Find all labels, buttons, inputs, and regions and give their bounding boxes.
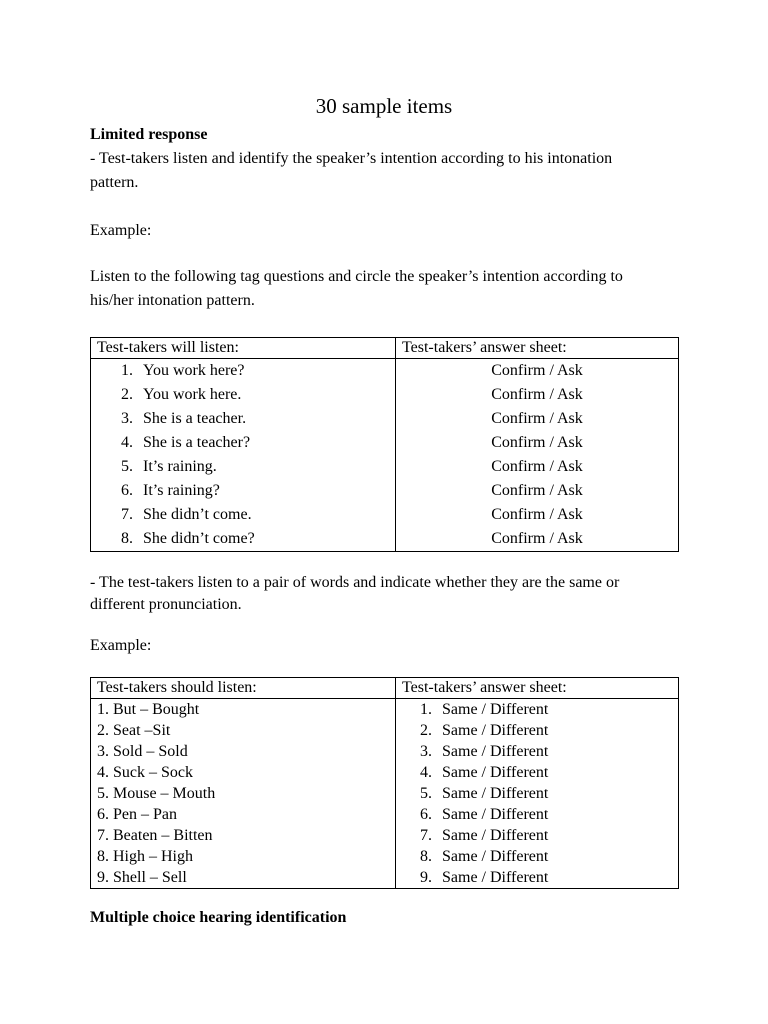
prompt-line: his/her intonation pattern. (90, 292, 255, 309)
answer-option: Confirm / Ask (491, 506, 583, 523)
item-number: 4. (420, 764, 432, 781)
item-number: 4. (121, 434, 133, 451)
item-text: Same / Different (442, 785, 549, 802)
list-item (91, 407, 395, 431)
word-pair: 7. Beaten – Bitten (97, 827, 213, 844)
table-header-left: Test-takers will listen: (91, 338, 396, 359)
item-number: 8. (121, 530, 133, 547)
item-text: Same / Different (442, 764, 549, 781)
item-number: 1. (121, 362, 133, 379)
word-pair: 2. Seat –Sit (97, 722, 171, 739)
list-item (91, 383, 395, 407)
example-label: Example: (90, 637, 152, 654)
list-item (91, 503, 395, 527)
prompt-line: Listen to the following tag questions and circle the speaker’s intention according to (90, 268, 623, 285)
item-text: Same / Different (442, 743, 549, 760)
answer-column (396, 699, 679, 889)
answer-option (396, 867, 678, 888)
answer-option: Confirm / Ask (491, 386, 583, 403)
instruction-line: different pronunciation. (90, 596, 242, 613)
word-pair: 8. High – High (97, 848, 193, 865)
item-text: Same / Different (442, 722, 549, 739)
listen-column (91, 359, 396, 552)
item-number: 7. (121, 506, 133, 523)
item-number: 1. (420, 701, 432, 718)
item-text: She didn’t come. (143, 506, 252, 523)
answer-option (396, 783, 678, 804)
page-title: 30 sample items (315, 94, 453, 118)
item-text: Same / Different (442, 701, 549, 718)
section-heading-limited-response: Limited response (90, 126, 208, 143)
item-number: 2. (121, 386, 133, 403)
table-header-right: Test-takers’ answer sheet: (396, 338, 679, 359)
item-number: 9. (420, 869, 432, 886)
example-label: Example: (90, 222, 152, 239)
section-heading-multiple-choice: Multiple choice hearing identification (90, 909, 347, 926)
word-pair: 3. Sold – Sold (97, 743, 188, 760)
item-number: 6. (121, 482, 133, 499)
list-item (91, 527, 395, 551)
answer-option (396, 762, 678, 783)
answer-option: Confirm / Ask (491, 410, 583, 427)
item-number: 2. (420, 722, 432, 739)
word-pair: 9. Shell – Sell (97, 869, 187, 886)
answer-option: Confirm / Ask (491, 458, 583, 475)
item-number: 6. (420, 806, 432, 823)
answer-option (396, 699, 678, 720)
answer-option: Confirm / Ask (491, 530, 583, 547)
list-item (91, 431, 395, 455)
list-item (91, 359, 395, 383)
item-text: Same / Different (442, 827, 549, 844)
word-pair: 4. Suck – Sock (97, 764, 193, 781)
word-pairs-table (90, 677, 679, 889)
answer-option (396, 846, 678, 867)
listen-column (91, 699, 396, 889)
word-pair: 1. But – Bought (97, 701, 200, 718)
word-pair: 5. Mouse – Mouth (97, 785, 216, 802)
item-number: 3. (121, 410, 133, 427)
answer-option: Confirm / Ask (491, 434, 583, 451)
answer-option (396, 741, 678, 762)
item-text: She is a teacher. (143, 410, 247, 427)
item-number: 5. (420, 785, 432, 802)
item-number: 7. (420, 827, 432, 844)
item-text: It’s raining? (143, 482, 220, 499)
list-item (91, 479, 395, 503)
instruction-line: - Test-takers listen and identify the speaker’s intention according to his intonation (90, 150, 613, 167)
instruction-line: - The test-takers listen to a pair of words and indicate whether they are the same or (90, 574, 620, 591)
answer-option: Confirm / Ask (491, 362, 583, 379)
answer-option (396, 804, 678, 825)
table-header-left: Test-takers should listen: (91, 678, 396, 699)
answer-option (396, 720, 678, 741)
item-text: Same / Different (442, 869, 549, 886)
item-text: She is a teacher? (143, 434, 251, 451)
item-text: Same / Different (442, 848, 549, 865)
answer-option (396, 825, 678, 846)
item-number: 8. (420, 848, 432, 865)
item-text: You work here. (143, 386, 242, 403)
answer-option: Confirm / Ask (491, 482, 583, 499)
word-pair: 6. Pen – Pan (97, 806, 177, 823)
instruction-line: pattern. (90, 174, 139, 191)
list-item (91, 455, 395, 479)
tag-questions-table (90, 337, 679, 552)
answer-column (396, 359, 679, 552)
table-header-right: Test-takers’ answer sheet: (396, 678, 679, 699)
item-text: She didn’t come? (143, 530, 255, 547)
item-text: Same / Different (442, 806, 549, 823)
item-text: You work here? (143, 362, 245, 379)
item-text: It’s raining. (143, 458, 217, 475)
item-number: 3. (420, 743, 432, 760)
item-number: 5. (121, 458, 133, 475)
